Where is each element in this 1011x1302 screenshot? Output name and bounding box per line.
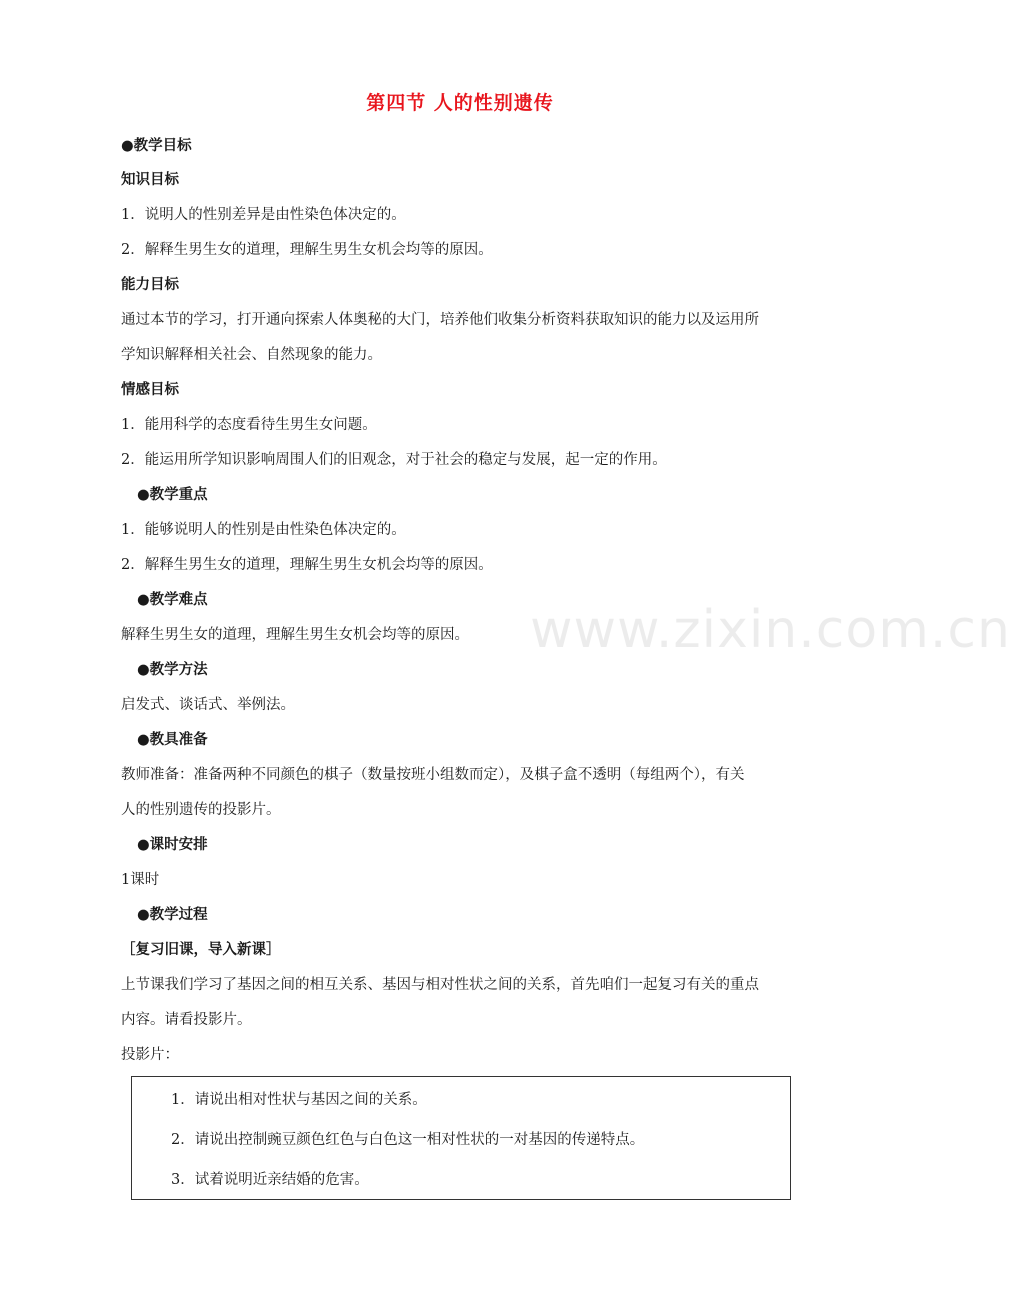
difficulty-heading: ●教学难点 <box>137 592 208 608</box>
schedule-text: 1课时 <box>121 872 160 888</box>
knowledge-item-2: 2．解释生男生女的道理，理解生男生女机会均等的原因。 <box>121 242 493 258</box>
method-text: 启发式、谈话式、举例法。 <box>121 697 295 713</box>
key-point-1: 1．能够说明人的性别是由性染色体决定的。 <box>121 522 406 538</box>
projection-item-3: 3．试着说明近亲结婚的危害。 <box>171 1172 369 1188</box>
review-paragraph-line-1: 上节课我们学习了基因之间的相互关系、基因与相对性状之间的关系，首先咱们一起复习有关的重点 <box>121 977 759 993</box>
tools-heading: ●教具准备 <box>137 732 208 748</box>
emotion-heading: 情感目标 <box>121 382 179 398</box>
tools-paragraph-line-2: 人的性别遗传的投影片。 <box>121 802 281 818</box>
difficulty-text: 解释生男生女的道理，理解生男生女机会均等的原因。 <box>121 627 469 643</box>
emotion-item-1: 1．能用科学的态度看待生男生女问题。 <box>121 417 377 433</box>
schedule-heading: ●课时安排 <box>137 837 208 853</box>
knowledge-item-1: 1．说明人的性别差异是由性染色体决定的。 <box>121 207 406 223</box>
projection-item-1: 1．请说出相对性状与基因之间的关系。 <box>171 1092 427 1108</box>
emotion-item-2: 2．能运用所学知识影响周围人们的旧观念，对于社会的稳定与发展，起一定的作用。 <box>121 452 667 468</box>
page-title: 第四节 人的性别遗传 <box>366 92 554 114</box>
ability-paragraph-line-1: 通过本节的学习，打开通向探索人体奥秘的大门，培养他们收集分析资料获取知识的能力以及运用所 <box>121 312 759 328</box>
tools-paragraph-line-1: 教师准备：准备两种不同颜色的棋子（数量按班小组数而定），及棋子盒不透明（每组两个），有关 <box>121 767 745 783</box>
watermark: www.zixin.com.cn <box>530 600 1011 660</box>
knowledge-heading: 知识目标 <box>121 172 179 188</box>
objectives-heading: ●教学目标 <box>121 138 192 154</box>
ability-paragraph-line-2: 学知识解释相关社会、自然现象的能力。 <box>121 347 382 363</box>
ability-heading: 能力目标 <box>121 277 179 293</box>
review-paragraph-line-2: 内容。请看投影片。 <box>121 1012 252 1028</box>
key-point-2: 2．解释生男生女的道理，理解生男生女机会均等的原因。 <box>121 557 493 573</box>
projection-item-2: 2．请说出控制豌豆颜色红色与白色这一相对性状的一对基因的传递特点。 <box>171 1132 645 1148</box>
key-points-heading: ●教学重点 <box>137 487 208 503</box>
process-heading: ●教学过程 <box>137 907 208 923</box>
method-heading: ●教学方法 <box>137 662 208 678</box>
review-heading: ［复习旧课，导入新课］ <box>121 942 281 958</box>
projection-label: 投影片： <box>121 1047 179 1063</box>
